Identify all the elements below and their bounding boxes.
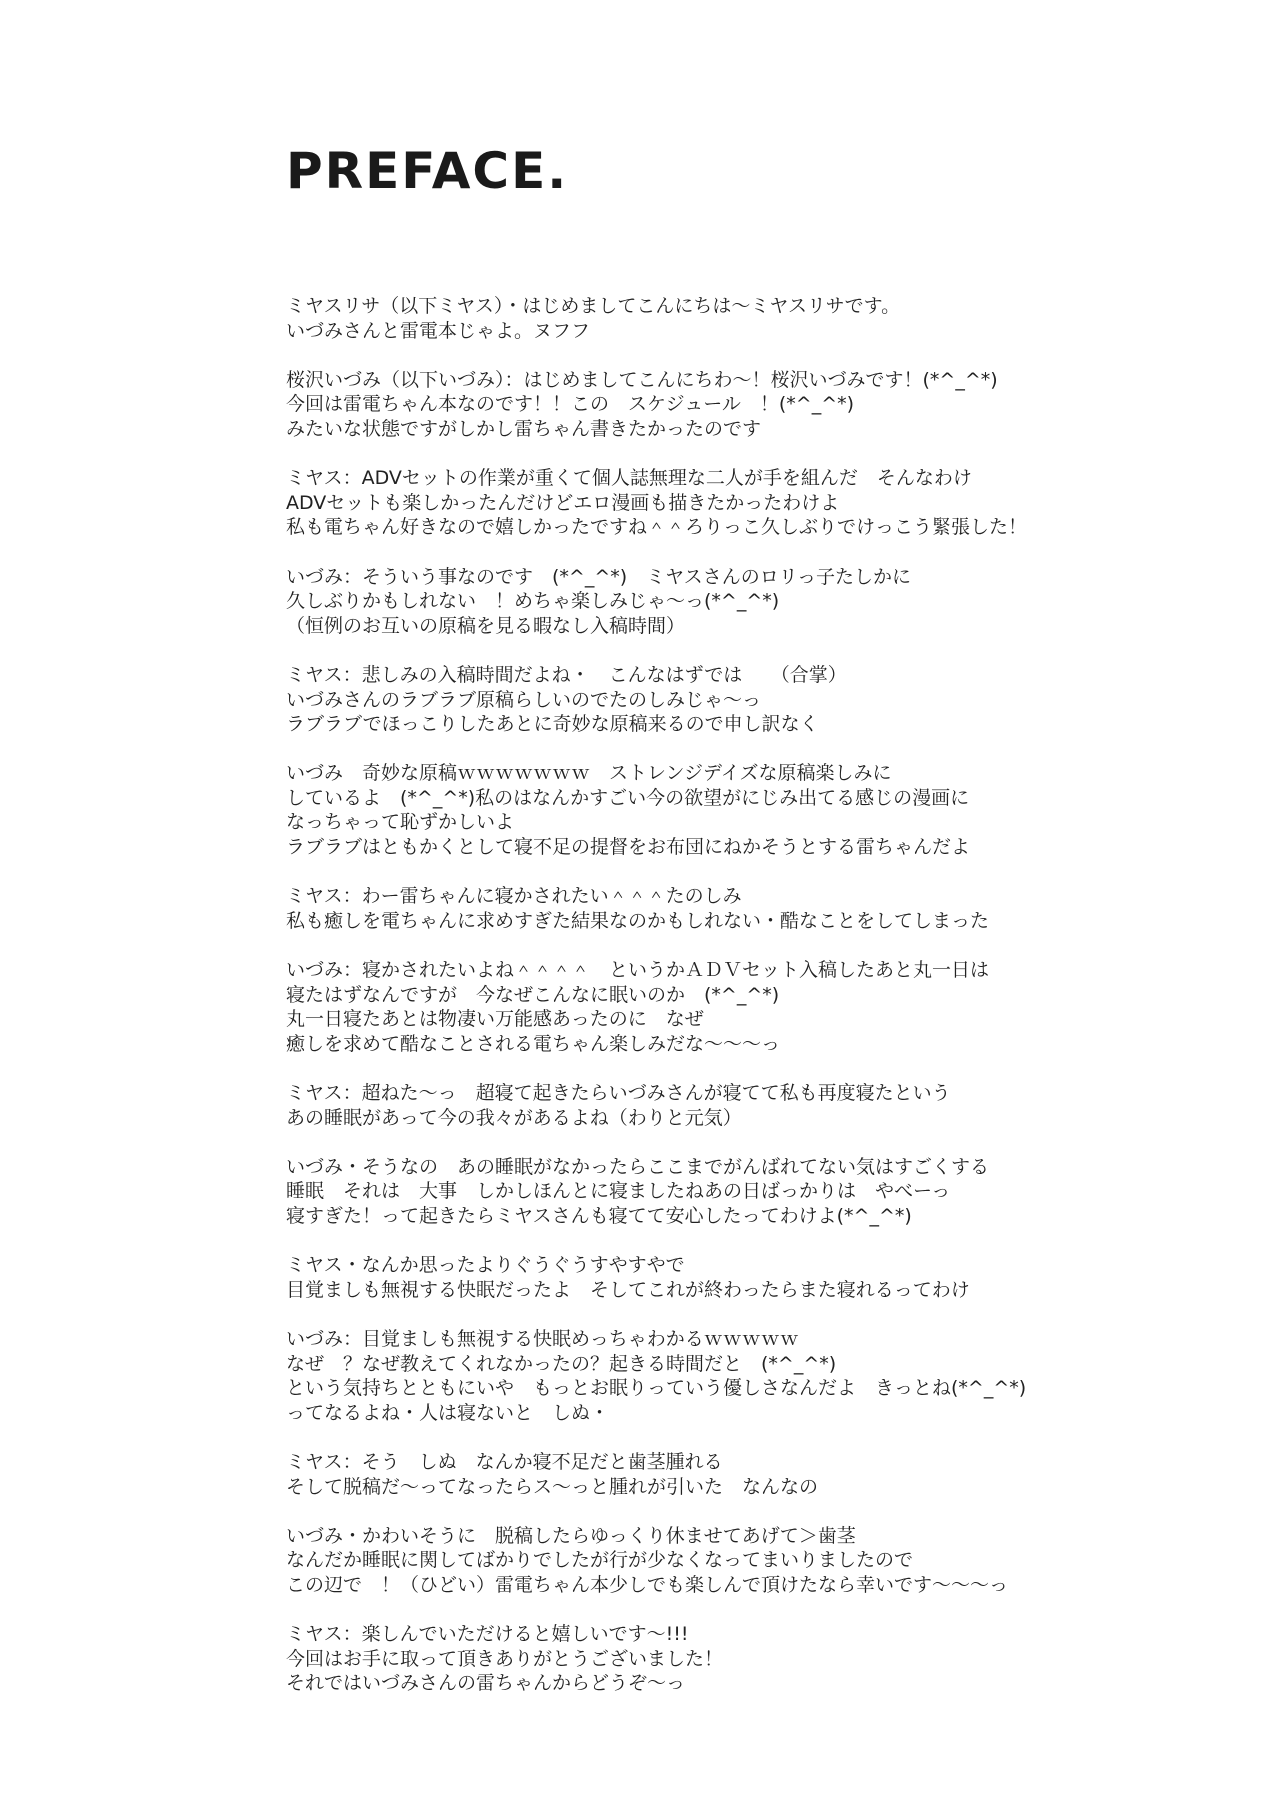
dialogue-line: みたいな状態ですがしかし雷ちゃん書きたかったのです (286, 417, 762, 440)
dialogue-line: いづみ：目覚ましも無視する快眠めっちゃわかるｗｗｗｗｗ (286, 1327, 799, 1350)
dialogue-paragraph (286, 1155, 1186, 1229)
dialogue-line: 丸一日寝たあとは物凄い万能感あったのに なぜ (286, 1008, 704, 1031)
dialogue-line: （恒例のお互いの原稿を見る暇なし入稿時間） (286, 614, 686, 637)
dialogue-line: この辺で ！（ひどい）雷電ちゃん本少しでも楽しんで頂けたなら幸いです～～～っ (286, 1573, 1009, 1596)
dialogue-line: ミヤス：悲しみの入稿時間だよね・ こんなはずでは （合掌） (286, 663, 847, 686)
dialogue-paragraph (286, 1327, 1186, 1425)
dialogue-line: ADVセットも楽しかったんだけどエロ漫画も描きたかったわけよ (286, 491, 840, 514)
preface-body (286, 294, 1186, 1720)
dialogue-line: ミヤス：楽しんでいただけると嬉しいです～!!! (286, 1623, 689, 1646)
dialogue-line: ミヤスリサ（以下ミヤス）・はじめましてこんにちは～ミヤスリサです。 (286, 295, 901, 317)
dialogue-line: ミヤス：ADVセットの作業が重くて個人誌無理な二人が手を組んだ そんなわけ (286, 467, 972, 490)
dialogue-line: いづみ：そういう事なのです (*^_^*) ミヤスさんのロリっ子たしかに (286, 565, 912, 588)
dialogue-paragraph (286, 1081, 1186, 1130)
dialogue-paragraph (286, 1524, 1186, 1598)
dialogue-line: 私も癒しを電ちゃんに求めすぎた結果なのかもしれない・酷なことをしてしまった (286, 909, 990, 932)
dialogue-line: そして脱稿だ～ってなったらス～っと腫れが引いた なんなの (286, 1475, 819, 1498)
dialogue-paragraph (286, 663, 1186, 737)
dialogue-line: 今回は雷電ちゃん本なのです！！この スケジュール ！(*^_^*) (286, 393, 855, 416)
dialogue-paragraph (286, 1450, 1186, 1499)
dialogue-line: 今回はお手に取って頂きありがとうございました！ (286, 1647, 724, 1670)
dialogue-line: ってなるよね・人は寝ないと しぬ・ (286, 1401, 610, 1424)
dialogue-line: いづみさんと雷電本じゃよ。ヌフフ (286, 319, 591, 342)
page-title: PREFACE. (286, 142, 569, 200)
dialogue-line: しているよ (*^_^*)私のはなんかすごい今の欲望がにじみ出てる感じの漫画に (286, 786, 970, 809)
dialogue-line: なぜ ？なぜ教えてくれなかったの？起きる時間だと (*^_^*) (286, 1352, 837, 1375)
dialogue-line: なっちゃって恥ずかしいよ (286, 811, 515, 834)
dialogue-line: ラブラブでほっこりしたあとに奇妙な原稿来るので申し訳なく (286, 713, 819, 736)
dialogue-line: いづみ・かわいそうに 脱稿したらゆっくり休ませてあげて＞歯茎 (286, 1524, 856, 1547)
dialogue-line: ミヤス・なんか思ったよりぐうぐうすやすやで (286, 1254, 685, 1277)
dialogue-line: それではいづみさんの雷ちゃんからどうぞ～っ (286, 1672, 686, 1695)
dialogue-line: いづみ：寝かされたいよね＾＾＾＾ というかＡＤＶセット入稿したあと丸一日は (286, 959, 990, 982)
dialogue-line: ミヤス：超ねた～っ 超寝て起きたらいづみさんが寝てて私も再度寝たという (286, 1082, 951, 1104)
dialogue-line: 私も電ちゃん好きなので嬉しかったですね＾＾ろりっこ久しぶりでけっこう緊張した！ (286, 516, 1028, 539)
dialogue-paragraph (286, 368, 1186, 442)
dialogue-line: 睡眠 それは 大事 しかしほんとに寝ましたねあの日ばっかりは やべーっ (286, 1180, 951, 1203)
dialogue-line: いづみ・そうなの あの睡眠がなかったらここまでがんばれてない気はすごくする (286, 1155, 990, 1178)
dialogue-paragraph (286, 1253, 1186, 1302)
dialogue-line: なんだか睡眠に関してばかりでしたが行が少なくなってまいりましたので (286, 1549, 914, 1572)
dialogue-line: 寝すぎた！って起きたらミヤスさんも寝てて安心したってわけよ(*^_^*) (286, 1204, 912, 1227)
dialogue-paragraph (286, 884, 1186, 933)
dialogue-line: ミヤス：そう しぬ なんか寝不足だと歯茎腫れる (286, 1450, 723, 1473)
dialogue-line: あの睡眠があって今の我々があるよね（わりと元気） (286, 1106, 742, 1129)
dialogue-line: 癒しを求めて酷なことされる電ちゃん楽しみだな～～～っ (286, 1032, 781, 1055)
dialogue-line: という気持ちとともにいや もっとお眠りっていう優しさなんだよ きっとね(*^_^*) (286, 1377, 1027, 1400)
dialogue-paragraph (286, 958, 1186, 1056)
dialogue-line: ミヤス：わー雷ちゃんに寝かされたい＾＾＾たのしみ (286, 885, 742, 908)
dialogue-paragraph (286, 565, 1186, 639)
dialogue-line: 久しぶりかもしれない ！めちゃ楽しみじゃ～っ(*^_^*) (286, 590, 780, 613)
dialogue-line: 目覚ましも無視する快眠だったよ そしてこれが終わったらまた寝れるってわけ (286, 1278, 970, 1301)
dialogue-line: いづみ 奇妙な原稿ｗｗｗｗｗｗｗ ストレンジデイズな原稿楽しみに (286, 762, 892, 785)
dialogue-paragraph (286, 466, 1186, 540)
dialogue-line: ラブラブはともかくとして寝不足の提督をお布団にねかそうとする雷ちゃんだよ (286, 836, 971, 859)
dialogue-paragraph (286, 294, 1186, 343)
dialogue-line: 桜沢いづみ（以下いづみ）：はじめましてこんにちわ～！桜沢いづみです！(*^_^*) (286, 368, 998, 391)
dialogue-line: 寝たはずなんですが 今なぜこんなに眠いのか (*^_^*) (286, 983, 780, 1006)
dialogue-paragraph (286, 1622, 1186, 1696)
dialogue-line: いづみさんのラブラブ原稿らしいのでたのしみじゃ～っ (286, 688, 762, 711)
dialogue-paragraph (286, 761, 1186, 859)
